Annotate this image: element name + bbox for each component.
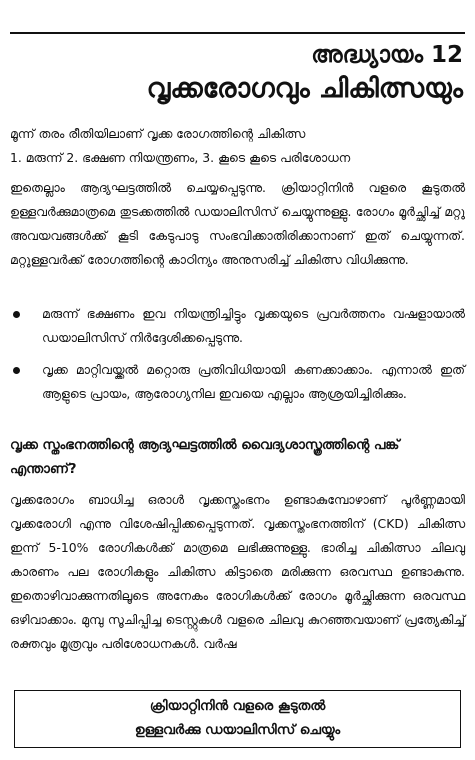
chapter-title: വൃക്കരോഗവും ചികിത്സയും bbox=[146, 73, 463, 104]
list-item bbox=[10, 302, 465, 350]
top-rule bbox=[10, 32, 465, 34]
chapter-label: അദ്ധ്യായം 12 bbox=[311, 42, 463, 68]
intro-paragraph: ഇതെല്ലാം ആദ്യഘട്ടത്തിൽ ചെയ്യപ്പെടുന്നു. ക്രിയാറ്റിനിൻ വളരെ കൂടുതൽ ഉള്ളവർക്കുമാത്രമെ തുടക്കത്തിൽ ഡയാലിസിസ് ചെയ്യുന്നുള്ളു. രോഗം മൂർച്ഛിച്ച് മറ്റു അവയവങ്ങൾക്ക് കൂടി കേടുപാടു സംഭവിക്കാതിരിക്കാനാണ് ഇത് ചെയ്യുന്നത്. മറ്റുള്ളവർക്ക് രോഗത്തിന്റെ കാഠിന്യം അനുസരിച്ച് ചികിത്സ വിധിക്കുന്നു. bbox=[10, 180, 465, 267]
callout-box bbox=[14, 690, 461, 748]
treatment-list: 1. മരുന്ന് 2. ഭക്ഷണ നിയന്ത്രണം, 3. കൂടെ കൂടെ പരിശോധന bbox=[10, 150, 351, 165]
list-item bbox=[10, 358, 465, 406]
bullet-icon bbox=[13, 311, 20, 318]
treatment-intro: മൂന്ന് തരം രീതിയിലാണ് വൃക്ക രോഗത്തിന്റെ ചികിത്സ bbox=[10, 126, 306, 141]
callout-line-2: ഉള്ളവർക്കു ഡയാലിസിസ് ചെയ്യും bbox=[134, 723, 341, 738]
bullet-text: വൃക്ക മാറ്റിവയ്ക്കൽ മറ്റൊരു പ്രതിവിധിയായി കണക്കാക്കാം. എന്നാൽ ഇത് ആളുടെ പ്രായം, ആരോഗ്യനില ഇവയെ എല്ലാം ആശ്രയിച്ചിരിക്കും. bbox=[42, 362, 465, 401]
callout-line-1: ക്രിയാറ്റിനിൻ വളരെ കൂടുതൽ bbox=[149, 699, 326, 714]
body-paragraph: വൃക്കരോഗം ബാധിച്ച ഒരാൾ വൃക്കസ്തംഭനം ഉണ്ടാകുമ്പോഴാണ് പൂർണ്ണമായി വൃക്കരോഗി എന്നു വിശേഷിപ്പിക്കപ്പെടുന്നത്. വൃക്കസ്തംഭനത്തിന് (CKD) ചികിത്സ ഇന്ന് 5-10% രോഗികൾക്ക് മാത്രമെ ലഭിക്കുന്നുള്ളു. ഭാരിച്ച ചികിത്സാ ചിലവു കാരണം പല രോഗികളും ചികിത്സ കിട്ടാതെ മരിക്കുന്ന ഒരവസ്ഥ ഉണ്ടാകുന്നു. ഇതൊഴിവാക്കുന്നതിലൂടെ അനേകം രോഗികൾക്ക് രോഗം മൂർച്ഛിക്കുന്ന ഒരവസ്ഥ ഒഴിവാക്കാം. മുമ്പു സൂചിപ്പിച്ച ടെസ്റ്റുകൾ വളരെ ചിലവു കുറഞ്ഞവയാണ് പ്രത്യേകിച്ച് രക്തവും മൂത്രവും പരിശോധനകൾ. വർഷ bbox=[10, 492, 465, 651]
bullet-text: മരുന്ന് ഭക്ഷണം ഇവ നിയന്ത്രിച്ചിട്ടും വൃക്കയുടെ പ്രവർത്തനം വഷളായാൽ ഡയാലിസിസ് നിർദ്ദേശിക്കപ്പെടുന്നു. bbox=[42, 306, 465, 345]
bullet-icon bbox=[13, 367, 20, 374]
section-heading: വൃക്ക സ്തംഭനത്തിന്റെ ആദ്യഘട്ടത്തിൽ വൈദ്യശാസ്ത്രത്തിന്റെ പങ്ക് എന്താണ്? bbox=[10, 438, 400, 477]
bullet-list bbox=[10, 302, 465, 414]
treatment-summary bbox=[10, 122, 465, 170]
